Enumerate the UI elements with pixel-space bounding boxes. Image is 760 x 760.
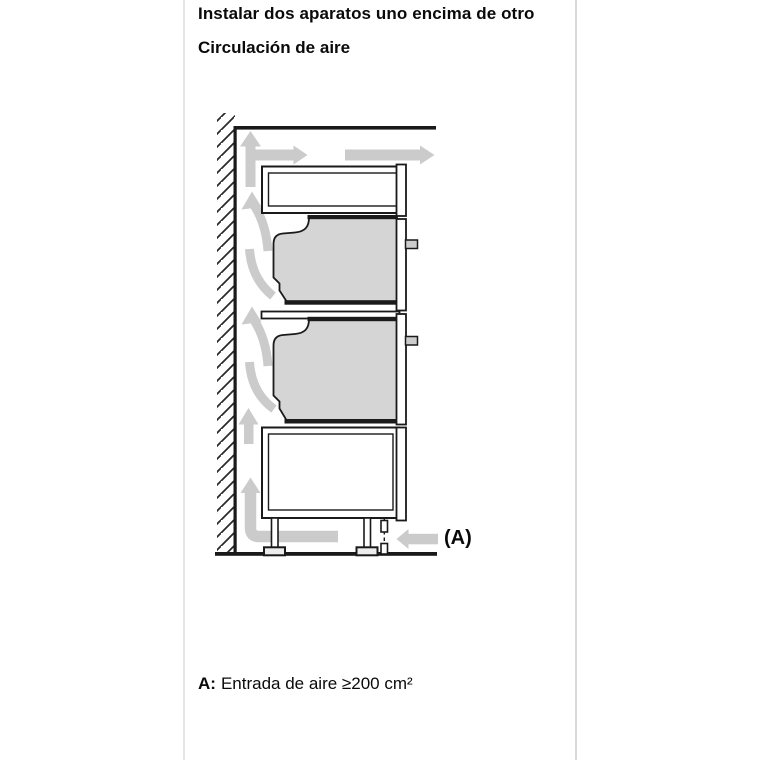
air-inlet-arrow-icon — [397, 529, 439, 549]
lower-oven-handle — [406, 337, 418, 346]
air-inlet-label: (A) — [444, 527, 472, 549]
floor-line — [215, 552, 437, 556]
section-title: Instalar dos aparatos uno encima de otro — [198, 4, 535, 23]
caption-text: Entrada de aire ≥200 cm² — [220, 674, 413, 693]
plinth-dashed-line — [381, 518, 388, 554]
airflow-right-arrow-icon — [345, 146, 435, 165]
airflow-curved-arrow-lower-icon — [242, 307, 275, 410]
wall-line — [234, 126, 237, 556]
top-ventilation-compartment — [262, 167, 399, 214]
upper-appliance-handle — [406, 240, 418, 249]
lower-oven — [274, 317, 398, 424]
section-subtitle: Circulación de aire — [198, 38, 351, 57]
ceiling-line — [234, 126, 437, 130]
caption-key: A: — [198, 674, 216, 693]
base-cabinet — [262, 428, 399, 519]
caption — [198, 674, 413, 694]
cabinet-front-edge — [397, 165, 407, 521]
airflow-up-arrow-icon — [239, 408, 259, 444]
upper-appliance — [274, 215, 398, 305]
wall-hatch — [217, 113, 235, 555]
